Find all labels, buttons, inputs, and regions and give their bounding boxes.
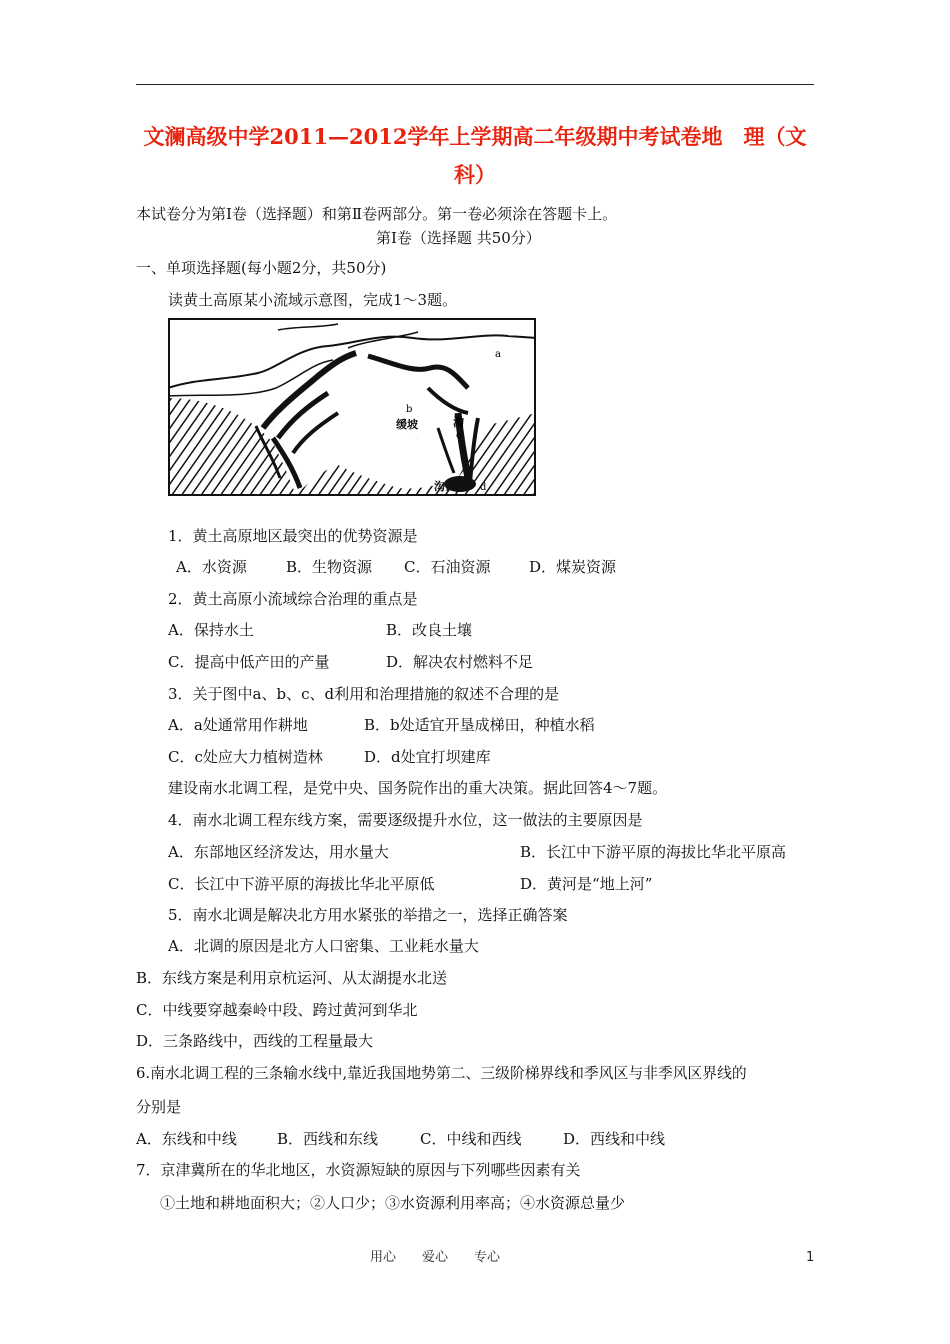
label-c: c xyxy=(456,431,462,441)
page-number: 1 xyxy=(806,1250,815,1265)
q6-option-c: C．中线和西线 xyxy=(420,1130,522,1148)
part1-title: 第Ⅰ卷（选择题 共50分） xyxy=(376,229,541,247)
section1-heading: 一、单项选择题(每小题2分，共50分) xyxy=(136,259,387,277)
q4-option-c: C．长江中下游平原的海拔比华北平原低 xyxy=(168,875,435,893)
figure-intro: 读黄土高原某小流域示意图，完成1～3题。 xyxy=(168,291,458,309)
question-6-line-1: 6.南水北调工程的三条输水线中,靠近我国地势第二、三级阶梯界线和季风区与非季风区界线的 xyxy=(136,1065,747,1082)
intro-2: 建设南水北调工程，是党中央、国务院作出的重大决策。据此回答4～7题。 xyxy=(168,779,668,797)
footer-slogan: 用心 爱心 专心 xyxy=(370,1250,501,1265)
q1-option-c: C．石油资源 xyxy=(404,558,491,576)
label-a: a xyxy=(495,349,501,360)
question-6-line-2: 分别是 xyxy=(136,1098,182,1116)
label-d: d xyxy=(480,482,487,493)
q4-option-d: D．黄河是“地上河” xyxy=(520,875,653,893)
question-7: 7．京津冀所在的华北地区，水资源短缺的原因与下列哪些因素有关 xyxy=(136,1161,581,1179)
intro-text: 本试卷分为第Ⅰ卷（选择题）和第Ⅱ卷两部分。第一卷必须涂在答题卡上。 xyxy=(136,205,618,223)
q5-option-b: B．东线方案是利用京杭运河、从太湖提水北送 xyxy=(136,969,448,987)
q2-option-a: A．保持水土 xyxy=(168,621,254,639)
q3-option-d: D．d处宜打坝建库 xyxy=(364,748,491,766)
q2-option-d: D．解决农村燃料不足 xyxy=(386,653,534,671)
q3-option-c: C．c处应大力植树造林 xyxy=(168,748,323,766)
watershed-diagram xyxy=(168,318,536,496)
q2-option-c: C．提高中低产田的产量 xyxy=(168,653,330,671)
header-rule xyxy=(136,84,814,85)
question-5: 5．南水北调是解决北方用水紧张的举措之一，选择正确答案 xyxy=(168,906,568,924)
q1-option-d: D．煤炭资源 xyxy=(529,558,617,576)
question-4: 4．南水北调工程东线方案，需要逐级提升水位，这一做法的主要原因是 xyxy=(168,811,643,829)
q6-option-b: B．西线和东线 xyxy=(277,1130,379,1148)
question-2: 2．黄土高原小流域综合治理的重点是 xyxy=(168,590,418,608)
q3-option-b: B．b处适宜开垦成梯田，种植水稻 xyxy=(364,716,595,734)
question-7-items: ①土地和耕地面积大；②人口少；③水资源利用率高；④水资源总量少 xyxy=(160,1194,626,1212)
label-b: b xyxy=(406,404,413,415)
q6-option-d: D．西线和中线 xyxy=(563,1130,666,1148)
question-3: 3．关于图中a、b、c、d利用和治理措施的叙述不合理的是 xyxy=(168,685,560,703)
q5-option-d: D．三条路线中，西线的工程量最大 xyxy=(136,1032,374,1050)
q4-option-b: B．长江中下游平原的海拔比华北平原高 xyxy=(520,843,787,861)
label-gully: 沟 xyxy=(453,416,464,429)
q4-option-a: A．东部地区经济发达，用水量大 xyxy=(168,843,389,861)
q1-option-b: B．生物资源 xyxy=(286,558,373,576)
q1-option-a: A．水资源 xyxy=(176,558,247,576)
label-slope: 缓坡 xyxy=(396,418,418,431)
label-mouth: 沟口 xyxy=(434,480,456,493)
page-title: 文澜高级中学2011—2012学年上学期高二年级期中考试卷地 理（文科） xyxy=(143,124,807,187)
q2-option-b: B．改良土壤 xyxy=(386,621,473,639)
q6-option-a: A．东线和中线 xyxy=(136,1130,237,1148)
loess-watershed-figure xyxy=(168,318,536,496)
q5-option-a: A．北调的原因是北方人口密集、工业耗水量大 xyxy=(168,937,479,955)
q3-option-a: A．a处通常用作耕地 xyxy=(168,716,308,734)
q5-option-c: C．中线要穿越秦岭中段、跨过黄河到华北 xyxy=(136,1001,418,1019)
question-1: 1．黄土高原地区最突出的优势资源是 xyxy=(168,527,418,545)
